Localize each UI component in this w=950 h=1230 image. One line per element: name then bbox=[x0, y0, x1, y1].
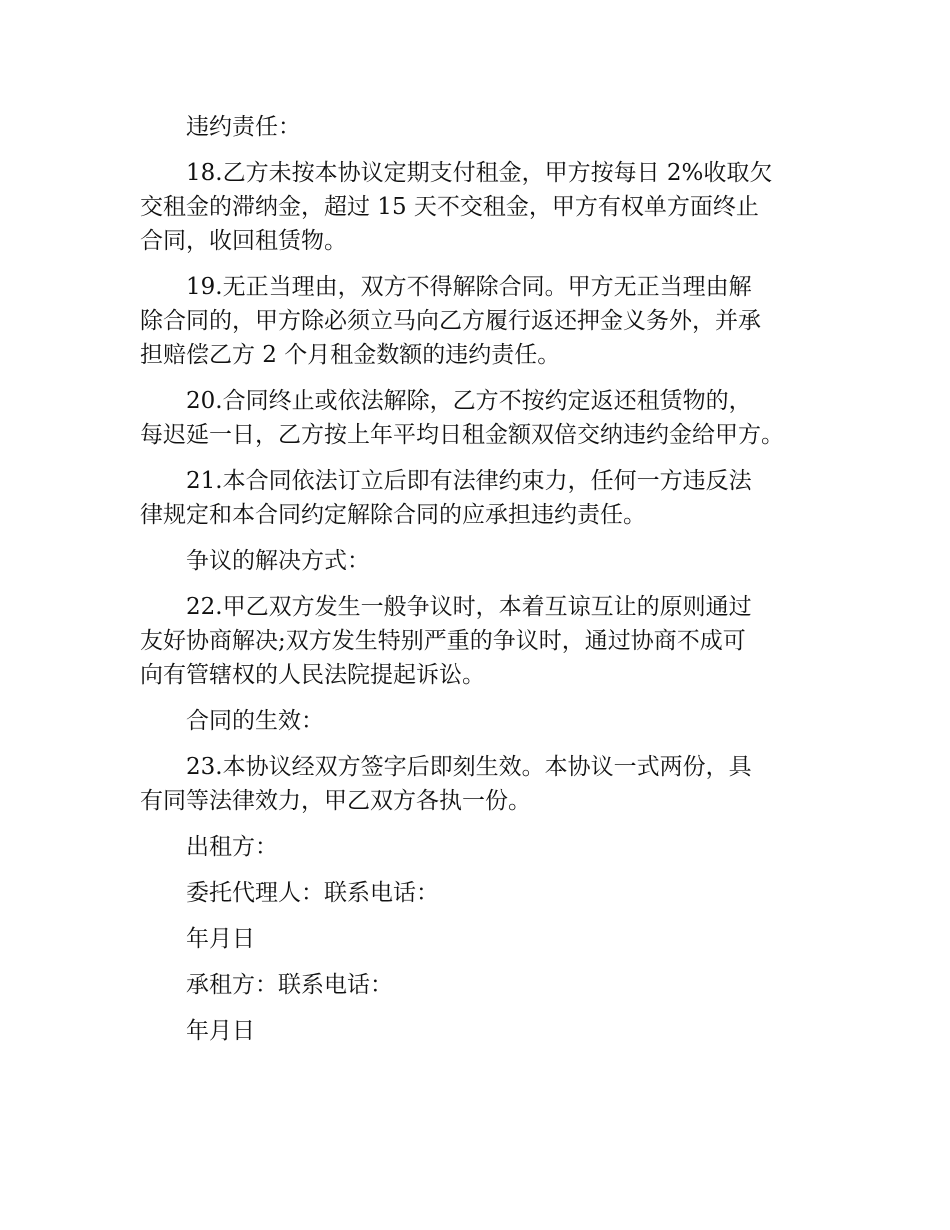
clause-23-line-1: 23.本协议经双方签字后即刻生效。本协议一式两份，具 bbox=[186, 754, 752, 780]
clause-19-line-3: 担赔偿乙方 2 个月租金数额的违约责任。 bbox=[140, 342, 561, 368]
clause-21 bbox=[140, 464, 830, 532]
clause-19-line-2: 除合同的，甲方除必须立马向乙方履行返还押金义务外，并承 bbox=[140, 308, 761, 334]
lessor-date: 年月日 bbox=[186, 926, 255, 952]
breach-heading: 违约责任： bbox=[186, 114, 301, 140]
clause-18-line-3: 合同，收回租赁物。 bbox=[140, 228, 347, 254]
clause-19-line-1: 19.无正当理由，双方不得解除合同。甲方无正当理由解 bbox=[186, 274, 752, 300]
clause-22-line-3: 向有管辖权的人民法院提起诉讼。 bbox=[140, 662, 485, 688]
dispute-heading: 争议的解决方式： bbox=[186, 548, 370, 574]
clause-20-line-2: 每迟延一日，乙方按上年平均日租金额双倍交纳违约金给甲方。 bbox=[140, 422, 784, 448]
clause-18 bbox=[140, 156, 830, 258]
lessor-label: 出租方： bbox=[186, 834, 278, 860]
clause-21-line-2: 律规定和本合同约定解除合同的应承担违约责任。 bbox=[140, 502, 646, 528]
effect-heading: 合同的生效： bbox=[186, 708, 324, 734]
clause-23 bbox=[140, 750, 830, 818]
clause-18-line-1: 18.乙方未按本协议定期支付租金，甲方按每日 2%收取欠 bbox=[186, 160, 773, 186]
clause-21-line-1: 21.本合同依法订立后即有法律约束力，任何一方违反法 bbox=[186, 468, 752, 494]
clause-22 bbox=[140, 590, 830, 692]
clause-22-line-2: 友好协商解决;双方发生特别严重的争议时，通过协商不成可 bbox=[140, 628, 746, 654]
clause-20 bbox=[140, 384, 830, 452]
clause-19 bbox=[140, 270, 830, 372]
agent-label: 委托代理人：联系电话： bbox=[186, 880, 439, 906]
lessee-label: 承租方：联系电话： bbox=[186, 972, 393, 998]
clause-18-line-2: 交租金的滞纳金，超过 15 天不交租金，甲方有权单方面终止 bbox=[140, 194, 759, 220]
clause-20-line-1: 20.合同终止或依法解除，乙方不按约定返还租赁物的， bbox=[186, 388, 752, 414]
contract-page bbox=[140, 110, 830, 1060]
lessee-date: 年月日 bbox=[186, 1018, 255, 1044]
clause-22-line-1: 22.甲乙双方发生一般争议时，本着互谅互让的原则通过 bbox=[186, 594, 752, 620]
clause-23-line-2: 有同等法律效力，甲乙双方各执一份。 bbox=[140, 788, 531, 814]
